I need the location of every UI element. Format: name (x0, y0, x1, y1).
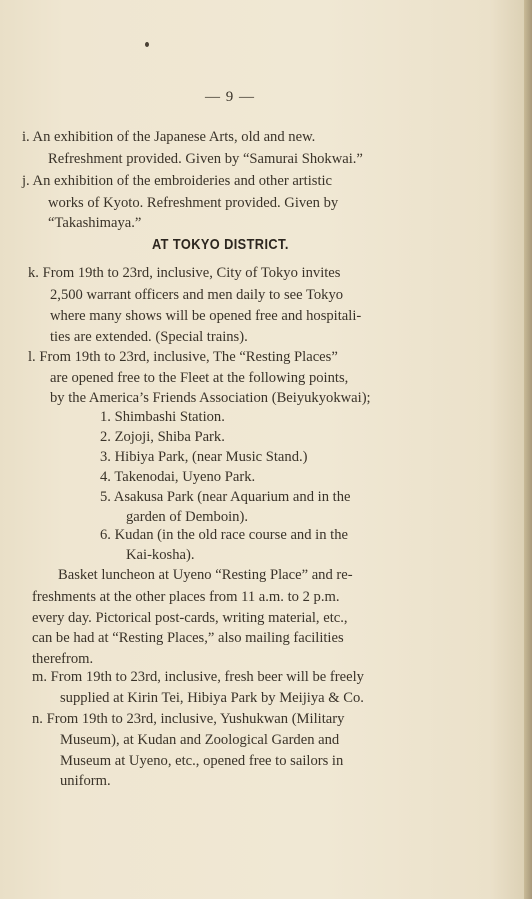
list-item: Kai-kosha). (126, 547, 195, 563)
text-line: j. An exhibition of the embroideries and other artistic (22, 173, 333, 189)
text-line: n. From 19th to 23rd, inclusive, Yushukwan (Military (32, 711, 345, 727)
text-line: Museum), at Kudan and Zoological Garden and (60, 732, 340, 748)
text-line: where many shows will be opened free and hospitali- (50, 308, 362, 324)
text-line: “Takashimaya.” (48, 215, 142, 231)
list-item: 2. Zojoji, Shiba Park. (100, 429, 225, 445)
list-item: 5. Asakusa Park (near Aquarium and in the (100, 489, 351, 505)
text-line: l. From 19th to 23rd, inclusive, The “Resting Places” (28, 349, 338, 365)
ink-dot (145, 42, 149, 47)
list-item: 1. Shimbashi Station. (100, 409, 225, 425)
text-line: k. From 19th to 23rd, inclusive, City of Tokyo invites (28, 265, 341, 281)
page-number: — 9 — (205, 89, 255, 105)
text-line: Museum at Uyeno, etc., opened free to sailors in (60, 753, 344, 769)
text-line: every day. Pictorical post-cards, writing material, etc., (32, 610, 348, 626)
text-line: freshments at the other places from 11 a.m. to 2 p.m. (32, 589, 340, 605)
list-item: garden of Demboin). (126, 509, 248, 525)
page-edge (524, 0, 532, 899)
section-heading: AT TOKYO DISTRICT. (152, 236, 289, 253)
list-item: 3. Hibiya Park, (near Music Stand.) (100, 449, 308, 465)
text-line: works of Kyoto. Refreshment provided. Given by (48, 195, 339, 211)
text-line: 2,500 warrant officers and men daily to see Tokyo (50, 287, 344, 303)
list-item: 4. Takenodai, Uyeno Park. (100, 469, 256, 485)
text-line: Refreshment provided. Given by “Samurai Shokwai.” (48, 151, 363, 167)
text-line: ties are extended. (Special trains). (50, 329, 248, 345)
text-line: m. From 19th to 23rd, inclusive, fresh beer will be freely (32, 669, 364, 685)
text-line: uniform. (60, 773, 111, 789)
list-item: 6. Kudan (in the old race course and in the (100, 527, 349, 543)
text-line: Basket luncheon at Uyeno “Resting Place” and re- (58, 567, 353, 583)
text-line: supplied at Kirin Tei, Hibiya Park by Meijiya & Co. (60, 690, 364, 706)
text-line: by the America’s Friends Association (Beiyukyokwai); (50, 390, 371, 406)
text-line: i. An exhibition of the Japanese Arts, old and new. (22, 129, 316, 145)
text-line: are opened free to the Fleet at the following points, (50, 370, 349, 386)
text-line: can be had at “Resting Places,” also mailing facilities (32, 630, 344, 646)
text-line: therefrom. (32, 651, 94, 667)
